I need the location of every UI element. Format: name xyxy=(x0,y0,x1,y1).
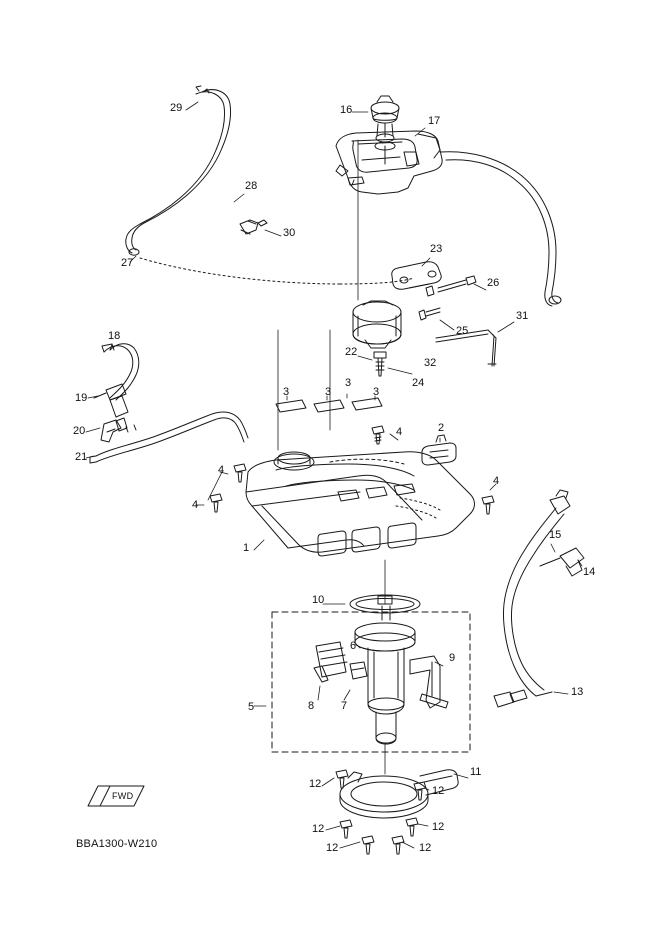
fuel-filter-22 xyxy=(353,301,401,348)
fuel-line-13 xyxy=(494,490,584,707)
bolt-12-d xyxy=(406,818,418,836)
callout-12-e: 12 xyxy=(326,842,339,854)
callout-11: 11 xyxy=(470,766,482,778)
callout-22: 22 xyxy=(345,346,358,358)
callout-26: 26 xyxy=(487,277,500,289)
callout-25: 25 xyxy=(456,325,469,337)
callout-3-a: 3 xyxy=(283,386,290,398)
callout-12-f: 12 xyxy=(419,842,432,854)
clamp-30 xyxy=(240,220,267,234)
elbow-20 xyxy=(101,420,121,442)
callout-24: 24 xyxy=(412,377,425,389)
callout-32: 32 xyxy=(424,357,437,369)
fwd-direction-label: FWD xyxy=(112,791,134,801)
bolt-26 xyxy=(426,276,476,296)
callout-14: 14 xyxy=(583,566,596,578)
callout-27: 27 xyxy=(121,257,134,269)
fuel-tank-1 xyxy=(246,330,475,556)
fuel-pump-6 xyxy=(314,596,448,744)
callout-3-b: 3 xyxy=(325,386,332,398)
bracket-2 xyxy=(422,435,456,465)
connector-19 xyxy=(94,384,128,431)
bolt-4-d xyxy=(482,496,494,514)
gasket-3-a xyxy=(276,400,306,412)
mount-plate-23 xyxy=(392,262,441,290)
callout-7: 7 xyxy=(341,700,348,712)
callout-9: 9 xyxy=(449,652,456,664)
callout-6: 6 xyxy=(350,640,357,652)
bolt-4-b xyxy=(234,464,246,482)
bolt-12-f xyxy=(392,836,404,854)
callout-1: 1 xyxy=(243,542,250,554)
callout-4-d: 4 xyxy=(192,499,199,511)
callout-19: 19 xyxy=(75,392,88,404)
callout-18: 18 xyxy=(108,330,121,342)
hose-21 xyxy=(90,412,248,463)
callout-4-a: 4 xyxy=(396,426,403,438)
gasket-3-c xyxy=(352,398,382,410)
part-code-label: BBA1300-W210 xyxy=(76,838,158,850)
callout-4-c: 4 xyxy=(493,475,500,487)
callout-20: 20 xyxy=(73,425,86,437)
callout-2: 2 xyxy=(438,422,445,434)
fuel-tank-cap-16 xyxy=(371,96,399,142)
bolt-4-c xyxy=(210,494,222,512)
callout-23: 23 xyxy=(430,243,443,255)
callout-15: 15 xyxy=(549,529,562,541)
screw-24 xyxy=(374,352,386,376)
bolt-12-e xyxy=(362,836,374,854)
bolt-4-a xyxy=(372,426,384,444)
callout-3-d: 3 xyxy=(373,386,380,398)
bolt-12-c xyxy=(340,820,352,838)
callout-10: 10 xyxy=(312,594,325,606)
tank-mount-bracket-17 xyxy=(336,131,442,194)
callout-16: 16 xyxy=(340,104,353,116)
callout-30: 30 xyxy=(283,227,296,239)
callout-31: 31 xyxy=(516,310,529,322)
pin-25 xyxy=(419,308,440,320)
callout-3-c: 3 xyxy=(345,377,352,389)
callout-17: 17 xyxy=(428,115,441,127)
hose-assembly-18 xyxy=(102,344,139,400)
callout-5: 5 xyxy=(248,701,255,713)
callout-12-b: 12 xyxy=(432,785,445,797)
callout-12-c: 12 xyxy=(312,823,325,835)
callout-8: 8 xyxy=(308,700,315,712)
callout-13: 13 xyxy=(571,686,584,698)
callout-12-a: 12 xyxy=(309,778,322,790)
gasket-3-b xyxy=(314,400,344,412)
callout-21: 21 xyxy=(75,451,88,463)
callout-29: 29 xyxy=(170,102,183,114)
callout-4-b: 4 xyxy=(218,464,225,476)
callout-28: 28 xyxy=(245,180,258,192)
fuel-hose-26 xyxy=(440,152,561,306)
callout-12-d: 12 xyxy=(432,821,445,833)
